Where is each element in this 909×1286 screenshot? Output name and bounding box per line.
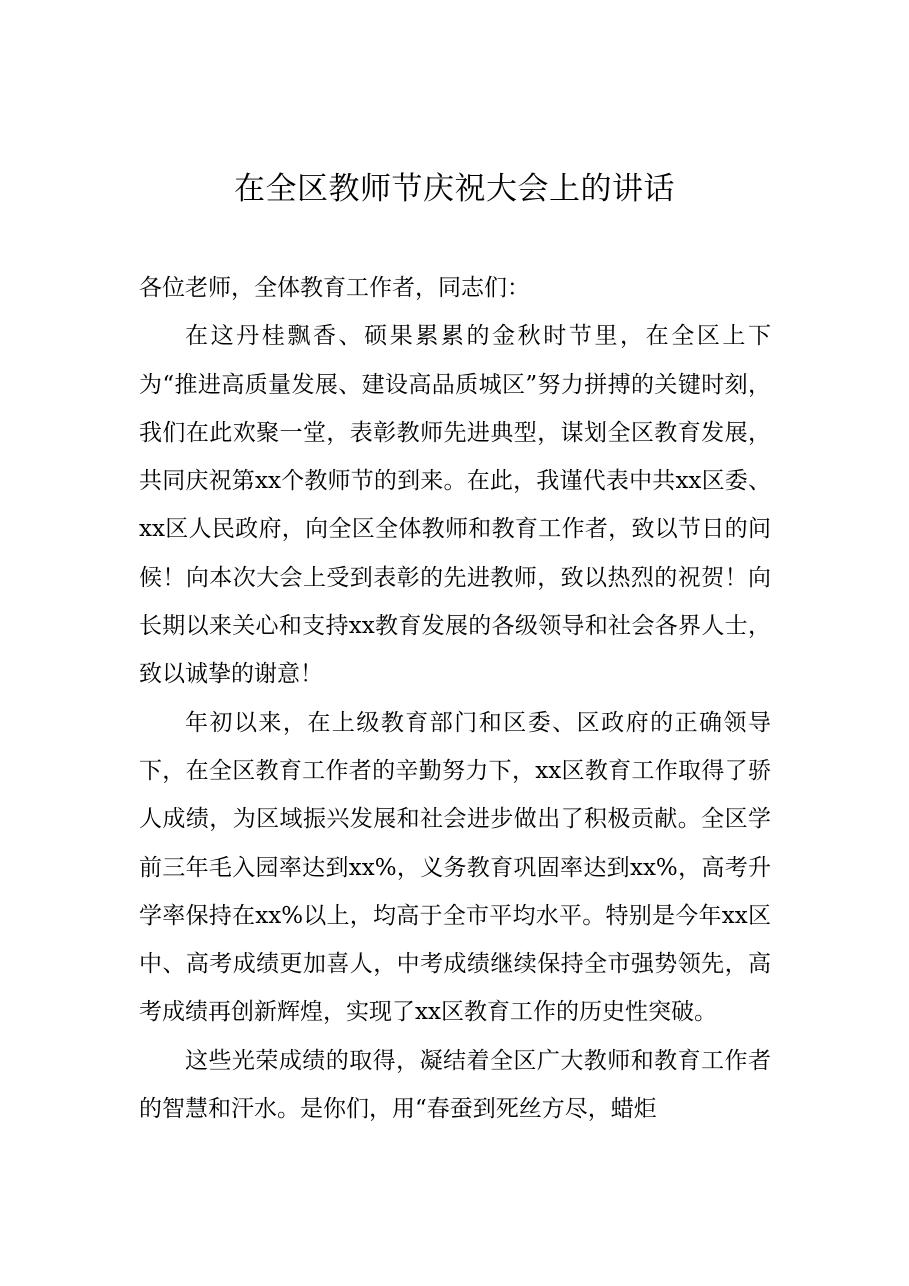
speech-body: [139, 264, 771, 1133]
paragraph-gratitude: 这些光荣成绩的取得，凝结着全区广大教师和教育工作者的智慧和汗水。是你们，用“春蚕到死丝方尽，蜡炬: [139, 1047, 771, 1123]
paragraph-opening: 在这丹桂飘香、硕果累累的金秋时节里，在全区上下为“推进高质量发展、建设高品质城区”努力拼搏的关键时刻，我们在此欢聚一堂，表彰教师先进典型，谋划全区教育发展，共同庆祝第xx个教师节的到来。在此，我谨代表中共xx区委、xx区人民政府，向全区全体教师和教育工作者，致以节日的问候！向本次大会上受到表彰的先进教师，致以热烈的祝贺！向长期以来关心和支持xx教育发展的各级领导和社会各界人士，致以诚挚的谢意！: [139, 323, 771, 688]
paragraph-achievements: 年初以来，在上级教育部门和区委、区政府的正确领导下，在全区教育工作者的辛勤努力下，xx区教育工作取得了骄人成绩，为区域振兴发展和社会进步做出了积极贡献。全区学前三年毛入园率达到xx%，义务教育巩固率达到xx%，高考升学率保持在xx%以上，均高于全市平均水平。特别是今年xx区中、高考成绩更加喜人，中考成绩继续保持全市强势领先，高考成绩再创新辉煌，实现了xx区教育工作的历史性突破。: [139, 709, 771, 1026]
salutation: 各位老师，全体教育工作者，同志们：: [139, 275, 530, 301]
document-title: 在全区教师节庆祝大会上的讲话: [234, 171, 675, 207]
